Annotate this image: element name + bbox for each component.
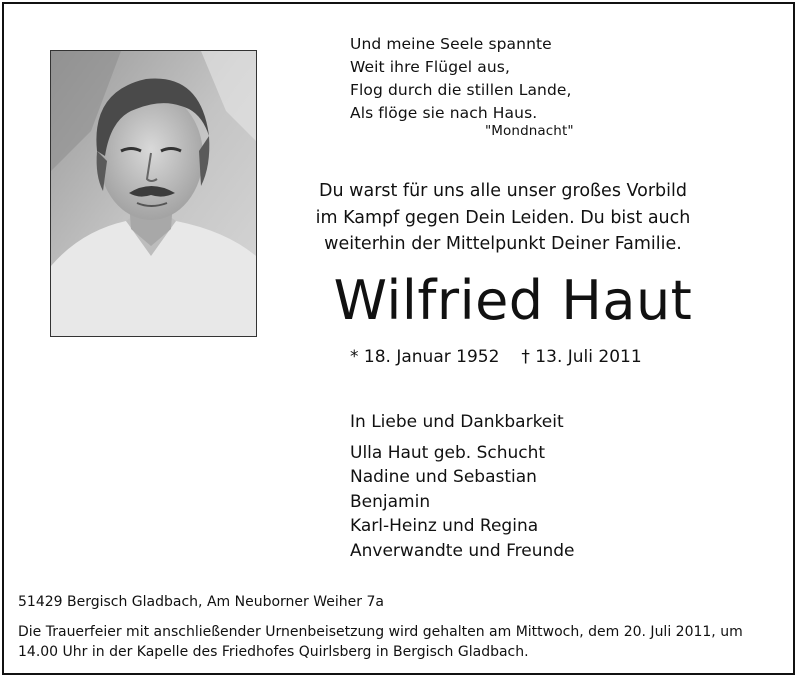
mourner-name: Nadine und Sebastian [350, 467, 537, 487]
death-date: † 13. Juli 2011 [521, 347, 642, 367]
poem-line: Flog durch die stillen Lande, [350, 81, 572, 99]
mourner-name: Ulla Haut geb. Schucht [350, 442, 546, 463]
deceased-name: Wilfried Haut [333, 269, 693, 332]
mourner-name: Karl-Heinz und Regina [350, 516, 539, 536]
birth-date: * 18. Januar 1952 [350, 347, 500, 367]
tribute-line: Du warst für uns alle unser großes Vorbild [319, 181, 687, 201]
life-dates [350, 345, 642, 369]
poem-line: Und meine Seele spannte [350, 35, 552, 53]
portrait-photo [50, 50, 257, 337]
tribute-line: weiterhin der Mittelpunkt Deiner Familie. [324, 234, 682, 254]
ceremony-line: Die Trauerfeier mit anschließender Urnenbeisetzung wird gehalten am Mittwoch, dem 20. Juli 2011, um [18, 624, 743, 640]
mourner-name: Anverwandte und Freunde [350, 540, 575, 561]
ceremony-line: 14.00 Uhr in der Kapelle des Friedhofes Quirlsberg in Bergisch Gladbach. [18, 644, 529, 660]
ceremony-notice [18, 622, 788, 662]
tribute-line: im Kampf gegen Dein Leiden. Du bist auch [315, 207, 691, 228]
family-address: 51429 Bergisch Gladbach, Am Neuborner Weiher 7a [18, 594, 384, 610]
tribute-text [290, 178, 716, 258]
poem-line: Als flöge sie nach Haus. [350, 104, 538, 122]
poem [350, 33, 574, 140]
poem-line: Weit ihre Flügel aus, [350, 58, 510, 76]
mourners-intro: In Liebe und Dankbarkeit [350, 412, 564, 432]
mourner-name: Benjamin [350, 491, 431, 512]
mourners-list [350, 410, 575, 563]
poem-source: "Mondnacht" [485, 123, 574, 139]
